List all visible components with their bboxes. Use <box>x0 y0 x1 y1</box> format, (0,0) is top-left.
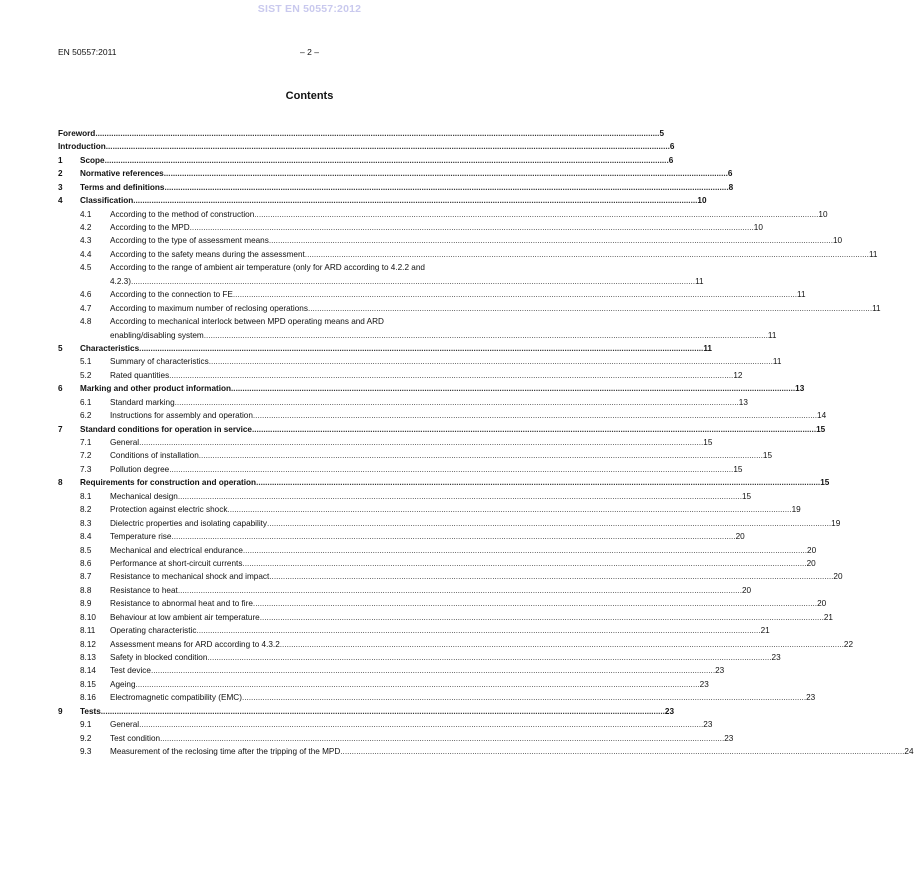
dot-leader <box>256 476 820 489</box>
dot-leader <box>204 329 768 342</box>
toc-entry-title: Instructions for assembly and operation <box>110 411 253 421</box>
toc-entry-number: 8.4 <box>80 532 92 542</box>
toc-entry[interactable] <box>58 557 816 570</box>
dot-leader <box>178 584 742 597</box>
dot-leader <box>242 691 806 704</box>
toc-entry[interactable] <box>58 745 914 758</box>
toc-entry[interactable] <box>58 544 817 557</box>
toc-entry-page: 20 <box>735 532 745 542</box>
toc-entry[interactable] <box>58 355 782 368</box>
toc-entry-number: 8.9 <box>80 599 92 609</box>
toc-entry-title: Resistance to heat <box>110 585 178 595</box>
toc-entry-number: 7.3 <box>80 464 92 474</box>
toc-entry-title: Scope <box>80 155 105 165</box>
toc-entry-page: 15 <box>762 451 773 461</box>
toc-entry[interactable] <box>58 678 709 691</box>
toc-entry[interactable] <box>58 450 773 463</box>
toc-entry-number: 9.2 <box>80 733 92 743</box>
dot-leader <box>164 167 728 180</box>
toc-entry-title: Marking and other product information <box>80 384 232 394</box>
page-number: – 2 – <box>300 47 319 57</box>
toc-entry-title: Rated quantities <box>110 370 170 380</box>
toc-entry-title: According to the method of construction <box>110 209 255 219</box>
toc-entry-number: 8.16 <box>80 693 96 703</box>
toc-entry-title: Measurement of the reclosing time after the tripping of the MPD <box>110 747 341 757</box>
dot-leader <box>340 745 904 758</box>
toc-entry-number: 8.5 <box>80 545 92 555</box>
dot-leader <box>269 234 833 247</box>
toc-entry-title-continued: 4.2.3) <box>110 276 131 286</box>
toc-entry-page: 11 <box>772 357 782 367</box>
toc-entry-page: 8 <box>728 182 734 192</box>
toc-entry-title: Ageing <box>110 679 136 689</box>
dot-leader <box>131 275 695 288</box>
toc-entry-title: According to the MPD <box>110 223 190 233</box>
toc-entry-number: 8.3 <box>80 518 92 528</box>
toc-entry[interactable] <box>58 436 713 449</box>
toc-entry-page: 15 <box>820 478 830 488</box>
toc-entry-page: 11 <box>872 303 881 313</box>
toc-entry-number: 5 <box>58 343 63 353</box>
toc-entry-title: Behaviour at low ambient air temperature <box>110 612 260 622</box>
toc-entry-number: 4.3 <box>80 236 92 246</box>
toc-entry-number: 6 <box>58 384 63 394</box>
toc-entry-page: 13 <box>738 397 748 407</box>
dot-leader <box>169 369 733 382</box>
toc-entry[interactable] <box>58 651 781 664</box>
dot-leader <box>267 517 831 530</box>
dot-leader <box>233 288 797 301</box>
toc-entry-page: 10 <box>697 196 707 206</box>
dot-leader <box>178 490 742 503</box>
toc-entry-page: 11 <box>797 290 806 300</box>
dot-leader <box>207 651 771 664</box>
toc-entry-page: 23 <box>703 720 713 730</box>
toc-entry-number: 9 <box>58 706 63 716</box>
toc-entry-page: 20 <box>741 585 752 595</box>
toc-entry[interactable] <box>58 665 725 678</box>
toc-entry-title: Electromagnetic compatibility (EMC) <box>110 693 242 703</box>
dot-leader <box>106 140 670 153</box>
toc-entry[interactable] <box>58 181 734 194</box>
toc-entry[interactable] <box>58 261 560 274</box>
toc-entry-page: 20 <box>806 558 816 568</box>
toc-entry-title: Normative references <box>80 169 164 179</box>
toc-entry-number: 1 <box>58 155 63 165</box>
toc-entry-number: 4.1 <box>80 209 92 219</box>
toc-entry-title: According to the safety means during the assessment <box>110 249 305 259</box>
toc-entry-title: Introduction <box>58 142 106 152</box>
toc-entry-page: 10 <box>753 223 763 233</box>
toc-entry-title: According to the range of ambient air temperature (only for ARD according to 4.2.2 and <box>110 263 425 273</box>
toc-entry-page: 12 <box>733 370 743 380</box>
toc-entry-title: According to the type of assessment means <box>110 236 269 246</box>
toc-entry-title: Standard conditions for operation in service <box>80 424 252 434</box>
toc-entry-page: 23 <box>664 706 675 716</box>
toc-entry[interactable] <box>58 503 801 516</box>
toc-entry-number: 8.2 <box>80 505 92 515</box>
toc-entry-page: 5 <box>659 128 665 138</box>
toc-entry-title: Temperature rise <box>110 532 172 542</box>
dot-leader <box>136 678 700 691</box>
dot-leader <box>260 611 824 624</box>
toc-entry-number: 3 <box>58 182 63 192</box>
watermark: SIST EN 50557:2012 <box>257 3 362 15</box>
toc-entry[interactable] <box>58 691 816 704</box>
toc-entry-number: 7 <box>58 424 63 434</box>
toc-entry-page: 13 <box>795 384 805 394</box>
toc-entry-title: According to mechanical interlock between MPD operating means and ARD <box>110 317 384 327</box>
toc-entry[interactable] <box>58 423 826 436</box>
toc-entry-page: 23 <box>715 666 725 676</box>
toc-entry-page: 19 <box>791 505 801 515</box>
toc-entry[interactable] <box>58 490 752 503</box>
toc-entry-number: 8 <box>58 478 63 488</box>
dot-leader <box>305 248 869 261</box>
dot-leader <box>95 127 659 140</box>
toc-entry-page: 24 <box>904 747 914 757</box>
toc-entry-number: 8.11 <box>80 626 96 636</box>
toc-entry-page: 15 <box>741 491 752 501</box>
toc-entry-number: 4.8 <box>80 317 92 327</box>
toc-entry-number: 8.8 <box>80 585 92 595</box>
toc-entry-title: Resistance to abnormal heat and to fire <box>110 599 253 609</box>
toc-entry-title: Pollution degree <box>110 464 170 474</box>
toc-entry[interactable] <box>58 342 712 355</box>
toc-entry[interactable] <box>58 409 827 422</box>
dot-leader <box>243 544 807 557</box>
toc-entry-title: Performance at short-circuit currents <box>110 558 243 568</box>
dot-leader <box>139 436 703 449</box>
toc-entry-page: 22 <box>843 639 853 649</box>
toc-entry[interactable] <box>58 570 843 583</box>
toc-entry-number: 8.10 <box>80 612 96 622</box>
toc-entry-title: Mechanical and electrical endurance <box>110 545 243 555</box>
toc-entry-title: Mechanical design <box>110 491 178 501</box>
toc-entry[interactable] <box>58 517 841 530</box>
toc-entry-title: Dielectric properties and isolating capability <box>110 518 268 528</box>
dot-leader <box>242 557 806 570</box>
toc-entry-page: 11 <box>868 249 878 259</box>
toc-entry[interactable] <box>58 463 743 476</box>
dot-leader <box>133 194 697 207</box>
toc-entry-continuation <box>58 329 777 342</box>
toc-entry-title-continued: enabling/disabling system <box>110 330 204 340</box>
dot-leader <box>101 705 665 718</box>
page-title: Contents <box>285 90 334 102</box>
dot-leader <box>280 638 844 651</box>
toc-entry-page: 23 <box>724 733 734 743</box>
dot-leader <box>171 530 735 543</box>
toc-entry-page: 20 <box>833 572 843 582</box>
toc-entry[interactable] <box>58 732 734 745</box>
toc-entry-number: 4 <box>58 196 63 206</box>
toc-entry[interactable] <box>58 288 806 301</box>
toc-entry[interactable] <box>58 248 878 261</box>
toc-entry-number: 7.2 <box>80 451 92 461</box>
dot-leader <box>253 597 817 610</box>
toc-entry[interactable] <box>58 369 743 382</box>
toc-entry-page: 11 <box>703 343 712 353</box>
toc-entry[interactable] <box>58 396 748 409</box>
dot-leader <box>190 221 754 234</box>
dot-leader <box>196 624 760 637</box>
toc-entry[interactable] <box>58 611 833 624</box>
toc-entry-number: 8.12 <box>80 639 96 649</box>
toc-entry[interactable] <box>58 208 828 221</box>
toc-entry-number: 4.2 <box>80 223 92 233</box>
dot-leader <box>231 382 795 395</box>
toc-entry-page: 6 <box>669 142 675 152</box>
toc-entry-page: 10 <box>832 236 843 246</box>
toc-entry-number: 4.6 <box>80 290 92 300</box>
toc-entry-continuation <box>58 275 704 288</box>
dot-leader <box>308 302 872 315</box>
toc-entry-title: Tests <box>80 706 101 716</box>
toc-entry-number: 4.5 <box>80 263 92 273</box>
toc-entry-title: Requirements for construction and operation <box>80 478 257 488</box>
toc-entry-title: Protection against electric shock <box>110 505 228 515</box>
toc-entry[interactable] <box>58 705 675 718</box>
toc-entry-number: 8.15 <box>80 679 96 689</box>
dot-leader <box>269 570 833 583</box>
toc-entry-title: Conditions of installation <box>110 451 199 461</box>
dot-leader <box>160 732 724 745</box>
toc-entry[interactable] <box>58 315 560 328</box>
toc-entry-number: 8.6 <box>80 558 92 568</box>
toc-entry-page: 23 <box>806 693 816 703</box>
toc-entry-number: 7.1 <box>80 438 92 448</box>
dot-leader <box>139 718 703 731</box>
toc-entry-title: Resistance to mechanical shock and impact <box>110 572 270 582</box>
toc-entry-page: 20 <box>817 599 827 609</box>
toc-entry-title: General <box>110 720 140 730</box>
dot-leader <box>253 409 817 422</box>
dot-leader <box>151 664 715 677</box>
toc-entry-number: 8.7 <box>80 572 92 582</box>
table-of-contents <box>58 127 914 759</box>
toc-entry-page: 15 <box>816 424 826 434</box>
toc-entry-page: 15 <box>733 464 743 474</box>
toc-entry-page: 23 <box>771 653 781 663</box>
toc-entry[interactable] <box>58 476 830 489</box>
toc-entry-number: 8.14 <box>80 666 96 676</box>
toc-entry-page: 23 <box>699 679 709 689</box>
toc-entry[interactable] <box>58 221 763 234</box>
toc-entry-number: 6.2 <box>80 411 92 421</box>
toc-entry-page: 10 <box>818 209 828 219</box>
toc-entry-page: 21 <box>823 612 833 622</box>
toc-entry-title: Safety in blocked condition <box>110 653 208 663</box>
toc-entry[interactable] <box>58 638 853 651</box>
toc-entry[interactable] <box>58 302 881 315</box>
dot-leader <box>227 503 791 516</box>
toc-entry-page: 11 <box>767 330 777 340</box>
toc-entry-title: Test device <box>110 666 151 676</box>
toc-entry-title: Assessment means for ARD according to 4.3.2 <box>110 639 280 649</box>
dot-leader <box>105 154 669 167</box>
toc-entry-title: Summary of characteristics <box>110 357 209 367</box>
toc-entry-number: 4.7 <box>80 303 92 313</box>
toc-entry[interactable] <box>58 624 770 637</box>
toc-entry-page: 15 <box>703 438 713 448</box>
toc-entry-title: Characteristics <box>80 343 140 353</box>
dot-leader <box>254 208 818 221</box>
dot-leader <box>199 449 763 462</box>
toc-entry[interactable] <box>58 584 752 597</box>
dot-leader <box>139 342 703 355</box>
toc-entry-title: Standard marking <box>110 397 175 407</box>
toc-entry-number: 6.1 <box>80 397 92 407</box>
toc-entry-title: Foreword <box>58 128 96 138</box>
toc-entry-number: 8.13 <box>80 653 96 663</box>
toc-entry-page: 21 <box>760 626 770 636</box>
toc-entry-number: 4.4 <box>80 249 92 259</box>
toc-entry-title: Test condition <box>110 733 161 743</box>
toc-entry-page: 14 <box>817 411 827 421</box>
dot-leader <box>164 181 728 194</box>
toc-entry-title: Classification <box>80 196 134 206</box>
dot-leader <box>175 396 739 409</box>
toc-entry-page: 6 <box>727 169 733 179</box>
toc-entry[interactable] <box>58 382 805 395</box>
toc-entry[interactable] <box>58 597 827 610</box>
toc-entry[interactable] <box>58 194 707 207</box>
toc-entry-page: 20 <box>807 545 817 555</box>
toc-entry-page: 6 <box>668 155 674 165</box>
toc-entry-title: Operating characteristic <box>110 626 197 636</box>
toc-entry[interactable] <box>58 140 675 153</box>
dot-leader <box>169 463 733 476</box>
toc-entry[interactable] <box>58 530 745 543</box>
toc-entry[interactable] <box>58 127 665 140</box>
toc-entry-number: 5.2 <box>80 370 92 380</box>
dot-leader <box>209 355 773 368</box>
toc-entry-number: 9.1 <box>80 720 92 730</box>
toc-entry[interactable] <box>58 154 674 167</box>
toc-entry[interactable] <box>58 235 843 248</box>
toc-entry-number: 2 <box>58 169 63 179</box>
dot-leader <box>252 423 816 436</box>
document-id: EN 50557:2011 <box>58 47 117 57</box>
toc-entry-title: According to maximum number of reclosing operations <box>110 303 308 313</box>
toc-entry[interactable] <box>58 167 733 180</box>
toc-entry-number: 5.1 <box>80 357 92 367</box>
toc-entry-title: According to the connection to FE <box>110 290 233 300</box>
toc-entry-page: 11 <box>695 276 704 286</box>
toc-entry-title: General <box>110 438 140 448</box>
toc-entry-title: Terms and definitions <box>80 182 165 192</box>
toc-entry-page: 19 <box>831 518 841 528</box>
toc-entry[interactable] <box>58 718 713 731</box>
toc-entry-number: 9.3 <box>80 747 92 757</box>
toc-entry-number: 8.1 <box>80 491 92 501</box>
